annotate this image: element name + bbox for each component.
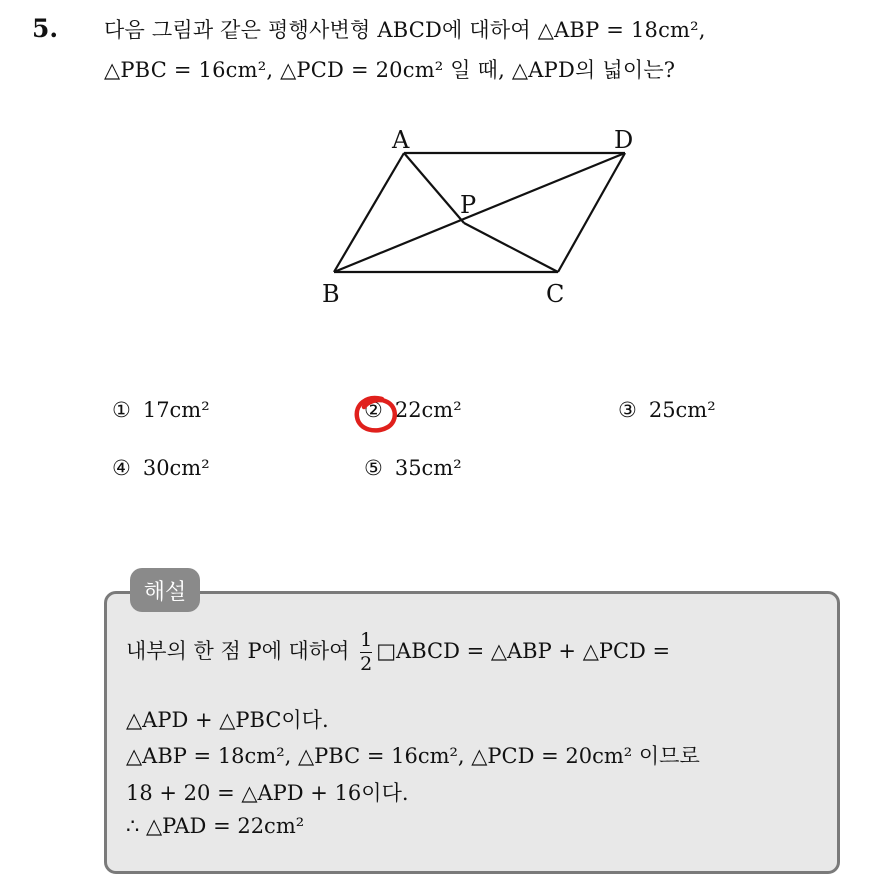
question-number: 5. xyxy=(32,14,59,43)
choice-2-number: ② xyxy=(364,398,383,422)
solution-line-5: ∴ △PAD = 22cm² xyxy=(126,814,305,838)
choice-4[interactable] xyxy=(112,456,210,480)
choice-1[interactable] xyxy=(112,398,210,422)
side-dc xyxy=(558,153,625,272)
question-text-line-1: 다음 그림과 같은 평행사변형 ABCD에 대하여 △ABP = 18cm², xyxy=(104,18,706,42)
choice-5-text: 35cm² xyxy=(394,456,462,480)
segment-pc xyxy=(464,223,558,272)
solution-line-3: △ABP = 18cm², △PBC = 16cm², △PCD = 20cm² 이므로 xyxy=(126,744,700,768)
vertex-label-b: B xyxy=(322,280,340,308)
side-ba xyxy=(334,153,404,272)
solution-line-4: 18 + 20 = △APD + 16이다. xyxy=(126,781,409,805)
vertex-label-a: A xyxy=(392,126,410,154)
choice-5[interactable] xyxy=(364,456,462,480)
solution-line-2: △APD + △PBC이다. xyxy=(126,708,329,732)
point-label-p: P xyxy=(460,191,477,219)
segment-ap xyxy=(404,153,464,223)
solution-line-1-post: □ABCD = △ABP + △PCD = xyxy=(376,639,671,663)
choice-3[interactable] xyxy=(618,398,716,422)
fraction-one-half xyxy=(360,631,372,674)
fraction-numerator: 1 xyxy=(360,629,373,651)
choice-1-number: ① xyxy=(112,398,131,422)
choice-1-text: 17cm² xyxy=(142,398,210,422)
solution-line-1 xyxy=(126,631,670,674)
choice-5-number: ⑤ xyxy=(364,456,383,480)
answer-circle-mark xyxy=(352,393,402,437)
vertex-label-c: C xyxy=(546,280,565,308)
vertex-label-d: D xyxy=(614,126,634,154)
solution-line-1-pre: 내부의 한 점 P에 대하여 xyxy=(126,639,357,663)
choice-3-text: 25cm² xyxy=(648,398,716,422)
choice-3-number: ③ xyxy=(618,398,637,422)
choice-2-text: 22cm² xyxy=(394,398,462,422)
choice-4-number: ④ xyxy=(112,456,131,480)
parallelogram-figure xyxy=(0,0,884,340)
choice-4-text: 30cm² xyxy=(142,456,210,480)
solution-tag: 해설 xyxy=(130,568,200,612)
fraction-denominator: 2 xyxy=(360,653,373,675)
segment-bd xyxy=(334,153,625,272)
red-circle-stroke xyxy=(357,398,395,430)
question-text-line-2: △PBC = 16cm², △PCD = 20cm² 일 때, △APD의 넓이는? xyxy=(104,58,676,82)
